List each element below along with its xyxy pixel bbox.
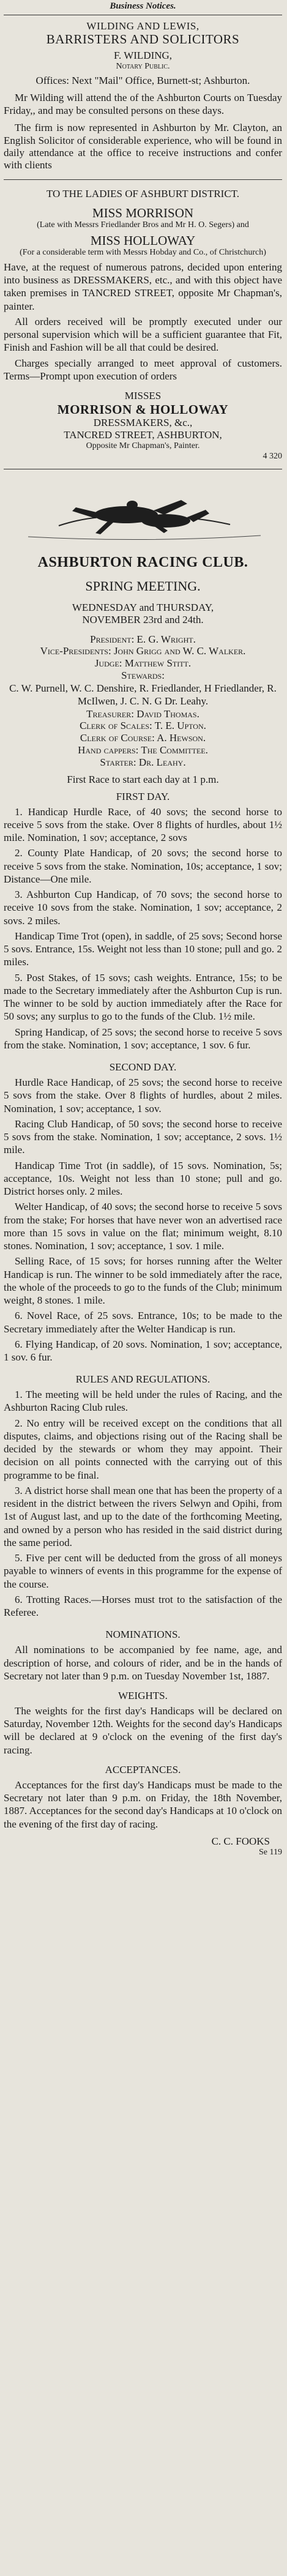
- nominations-heading: NOMINATIONS.: [105, 1629, 181, 1641]
- rule-item: 6. Trotting Races.—Horses must trot to the satisfaction of the Referee.: [4, 1593, 282, 1619]
- race-entry: 6. Novel Race, of 25 sovs. Entrance, 10s; to be made to the Secretary immediately after the Welter Handicap is run.: [4, 1310, 282, 1335]
- rule-item: 3. A district horse shall mean one that has been the property of a resident in the district between the rivers Selwyn and Opihi, from 1st of August last, and up to the date of the forthcoming Meeting, and owned by a person who has resided in the said district during the same period.: [4, 1484, 282, 1548]
- handicappers: Hand cappers: The Committee.: [78, 744, 208, 756]
- race-entry: 1. Handicap Hurdle Race, of 40 sovs; the second horse to receive 5 sovs from the stake. Over 8 flights of hurdles, about 1½ mile. Nomination, 1 sov; acceptance, 2 sovs: [4, 805, 282, 844]
- representation-paragraph: The firm is now represented in Ashburton by Mr. Clayton, an English Solicitor of considerable experience, who will be found in daily attendance at the office to receive instructions and confer with clients: [4, 122, 282, 171]
- starter: Starter: Dr. Leahy.: [100, 756, 186, 769]
- signature-firm: MORRISON & HOLLOWAY: [57, 401, 229, 417]
- acceptances-text: Acceptances for the first day's Handicaps must be made to the Secretary not later than 9 p.m. on Friday, the 18th November, 1887. Acceptances for the second day's Handicaps at 10 o'clock on the evening of the first day of racing.: [4, 1779, 282, 1830]
- secretary-signature: C. C. FOOKS: [211, 1835, 270, 1847]
- president: President: E. G. Wright.: [90, 633, 196, 645]
- rule-item: 2. No entry will be received except on the conditions that all disputes, claims, and objections rising out of the Racing shall be decided by the stewards or whom they may appoint. Their decision on all points connected with the carrying out of this programme to be final.: [4, 1417, 282, 1481]
- first-day-heading: FIRST DAY.: [116, 790, 170, 802]
- morrison-note: (Late with Messrs Friedlander Bros and Mr H. O. Segers) and: [37, 220, 249, 230]
- race-entry: Racing Club Handicap, of 50 sovs; the second horse to receive 5 sovs from the stake. Nomination, 1 sov; acceptance, 2 sovs. 1½ mile.: [4, 1118, 282, 1156]
- rule-item: 1. The meeting will be held under the rules of Racing, and the Ashburton Racing Club rules.: [4, 1389, 282, 1414]
- race-entry: 3. Ashburton Cup Handicap, of 70 sovs; the second horse to receive 10 sovs from the stake. Nomination, 1 sov; acceptance, 2 sovs. 2 miles.: [4, 889, 282, 927]
- second-day-heading: SECOND DAY.: [109, 1061, 177, 1073]
- race-entry: 6. Flying Handicap, of 20 sovs. Nomination, 1 sov; acceptance, 1 sov. 6 fur.: [4, 1338, 282, 1364]
- meeting-days: WEDNESDAY and THURSDAY,: [72, 601, 214, 613]
- treasurer: Treasurer: David Thomas.: [86, 707, 199, 720]
- holloway-note: (For a considerable term with Messrs Hobday and Co., of Christchurch): [20, 248, 266, 258]
- person-role: Notary Public.: [116, 61, 170, 71]
- first-race-time: First Race to start each day at 1 p.m.: [67, 773, 219, 785]
- club-name: ASHBURTON RACING CLUB.: [37, 554, 248, 570]
- signature-misses: MISSES: [124, 390, 162, 402]
- rule-item: 5. Five per cent will be deducted from the gross of all moneys payable to winners of events in this programme for the expense of the course.: [4, 1552, 282, 1590]
- dressmakers-paragraph-1: Have, at the request of numerous patrons, decided upon entering into business as DRESSMAKERS, etc., and with this object have taken premises in TANCRED STREET, opposite Mr Chapman's, painter.: [4, 261, 282, 312]
- signature-street: TANCRED STREET, ASHBURTON,: [64, 429, 222, 441]
- race-entry: Selling Race, of 15 sovs; for horses running after the Welter Handicap is run. The winner to be sold immediately after the race, the whole of the proceeds to go to the funds of the Club; minimum weight, 8 stones. 1 mile.: [4, 1255, 282, 1307]
- race-entry: Handicap Time Trot (in saddle), of 15 sovs. Nomination, 5s; acceptance, 10s. Weight not less than 10 stone; pull and go. District horses only. 2 miles.: [4, 1159, 282, 1198]
- firm-title: BARRISTERS AND SOLICITORS: [46, 32, 240, 47]
- rules-list: [4, 1388, 282, 1619]
- acceptances-heading: ACCEPTANCES.: [105, 1763, 181, 1775]
- vice-presidents: Vice-Presidents: John Grigg and W. C. Walker.: [40, 645, 246, 657]
- firm-name: WILDING AND LEWIS,: [86, 20, 199, 32]
- weights-heading: WEIGHTS.: [118, 1690, 168, 1702]
- attendance-paragraph: Mr Wilding will attend the of the Ashburton Courts on Tuesday Friday,, and may be consulted persons on these days.: [4, 92, 282, 116]
- second-day-races: [4, 1076, 282, 1364]
- newspaper-column: [4, 0, 282, 2576]
- signature-opposite: Opposite Mr Chapman's, Painter.: [86, 441, 200, 451]
- race-entry: 2. County Plate Handicap, of 20 sovs; the second horse to receive 5 sovs from the stake. Nomination, 10s; acceptance, 1 sov; Distance—One mile.: [4, 847, 282, 885]
- office-address: Offices: Next "Mail" Office, Burnett-st; Ashburton.: [35, 75, 250, 87]
- judge: Judge: Matthew Stitt.: [94, 657, 192, 670]
- miss-morrison: MISS MORRISON: [92, 205, 194, 220]
- dressmakers-paragraph-2: All orders received will be promptly executed under our personal supervision which will be a sufficient guarantee that Fit, Finish and Fashion will be all that could be desired.: [4, 315, 282, 354]
- racing-club-notice: [4, 477, 282, 1857]
- meeting-title: SPRING MEETING.: [85, 578, 201, 594]
- weights-text: The weights for the first day's Handicaps will be declared on Saturday, November 12th. Weights for the second day's Handicaps will be declared at 9 o'clock on the evening of the first day's racing.: [4, 1704, 282, 1756]
- stewards-heading: Stewards:: [121, 670, 165, 682]
- dressmakers-paragraph-3: Charges specially arranged to meet approval of customers. Terms—Prompt upon execution of orders: [4, 357, 282, 382]
- race-entry: Welter Handicap, of 40 sovs; the second horse to receive 5 sovs from the stake; For horses that have never won an advertised race more than 15 sovs in value on the flat; minimum weight, 8.10 stones. Nomination, 1 sov; acceptance, 1 sov. 1 mile.: [4, 1201, 282, 1252]
- advert-reference: 4 320: [263, 451, 282, 461]
- galloping-horses-illustration: [4, 477, 282, 550]
- meeting-dates: NOVEMBER 23rd and 24th.: [82, 613, 204, 625]
- rules-heading: RULES AND REGULATIONS.: [75, 1373, 211, 1386]
- signature-reference: Se 119: [259, 1847, 282, 1857]
- nominations-text: All nominations to be accompanied by fee name, age, and description of horse, and colours of rider, and be in the hands of Secretary not later than 9 p.m. on Tuesday November 1st, 1887.: [4, 1644, 282, 1682]
- horse-racing-banner: [4, 477, 282, 550]
- race-entry: Handicap Time Trot (open), in saddle, of 25 sovs; Second horse 5 sovs. Entrance, 15s. Weight not less than 10 stone; pull and go. 2 miles.: [4, 930, 282, 968]
- section-header: Business Notices.: [110, 1, 176, 11]
- race-entry: 5. Post Stakes, of 15 sovs; cash weights. Entrance, 15s; to be made to the Secretary immediately after the Ashburton Cup is run. The winner to be sold by auction immediately after the Race for 50 sovs; any surplus to go to the funds of the Club. 1½ mile.: [4, 971, 282, 1023]
- clerk-of-course: Clerk of Course: A. Hewson.: [80, 732, 206, 744]
- ladies-heading: TO THE LADIES OF ASHBURT DISTRICT.: [46, 187, 240, 200]
- wilding-lewis-notice: [4, 20, 282, 172]
- signature-trade: DRESSMAKERS, &c.,: [93, 417, 193, 429]
- dressmakers-notice: [4, 187, 282, 461]
- race-entry: Hurdle Race Handicap, of 25 sovs; the second horse to receive 5 sovs from the stake. Over 8 flights of hurdles, about 2 miles. Nomination, 1 sov; acceptance, 1 sov.: [4, 1077, 282, 1114]
- person-name: F. WILDING,: [113, 49, 173, 61]
- race-entry: Spring Handicap, of 25 sovs; the second horse to receive 5 sovs from the stake. Nomination, 1 sov; acceptance, 1 sov. 6 fur.: [4, 1026, 282, 1051]
- stewards-list: C. W. Purnell, W. C. Denshire, R. Friedlander, H Friedlander, R. McIlwen, J. C. N. G Dr. Leahy.: [9, 682, 277, 707]
- miss-holloway: MISS HOLLOWAY: [90, 233, 196, 248]
- clerk-of-scales: Clerk of Scales: T. E. Upton.: [80, 720, 206, 732]
- first-day-races: [4, 805, 282, 1052]
